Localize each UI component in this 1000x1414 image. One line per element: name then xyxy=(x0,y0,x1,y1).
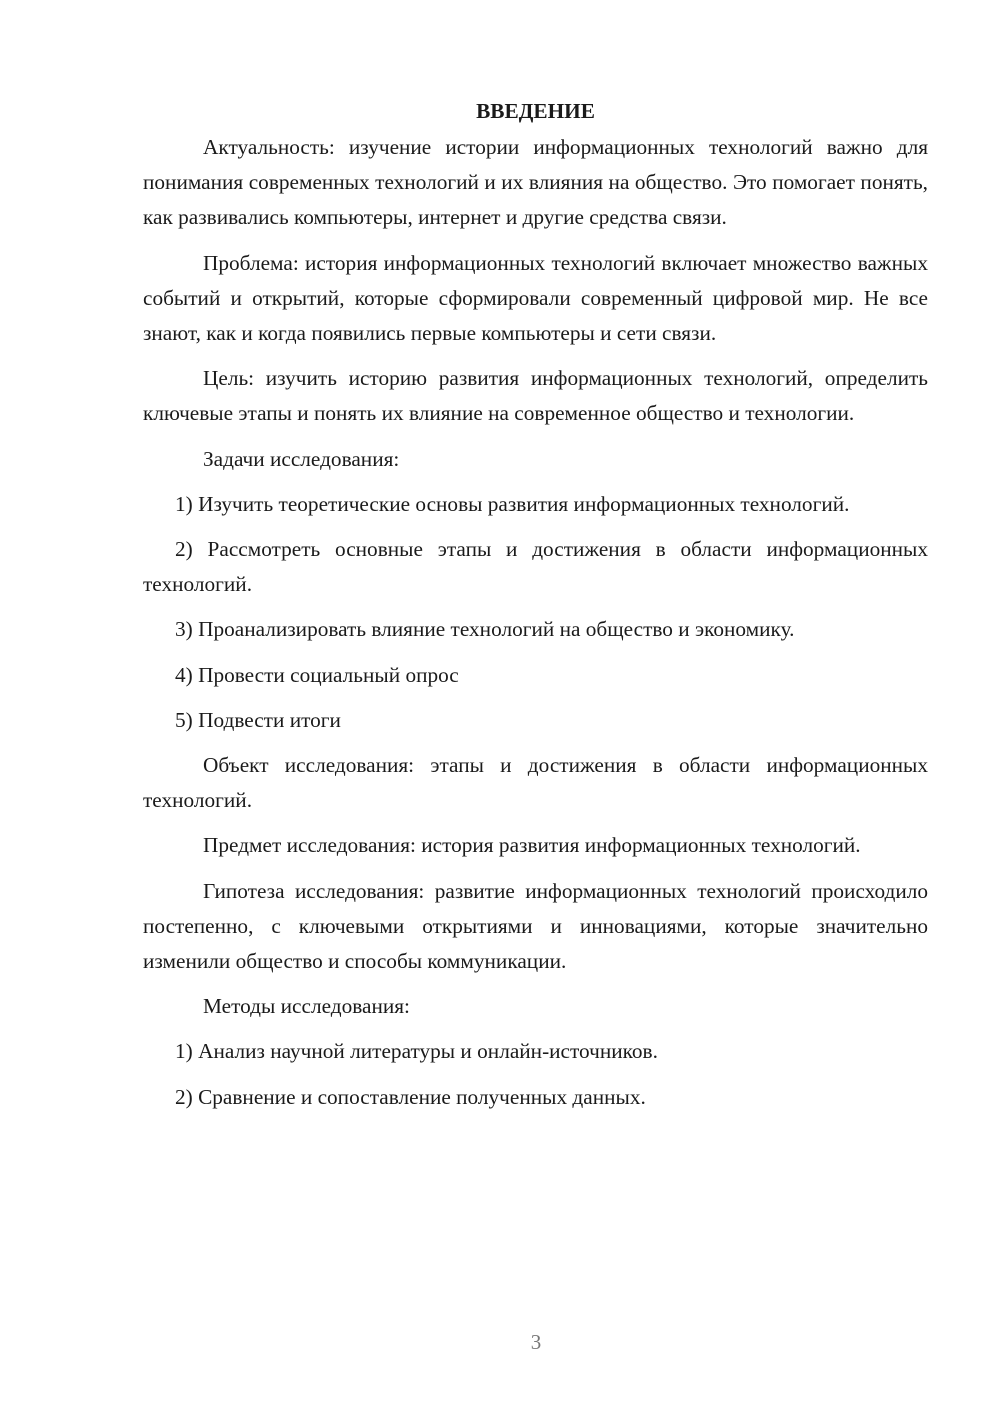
goal-paragraph: Цель: изучить историю развития информационных технологий, определить ключевые этапы и понять их влияние на современное общество и технологии. xyxy=(143,366,928,426)
task-item: 3) Проанализировать влияние технологий на общество и экономику. xyxy=(175,617,795,642)
document-page xyxy=(143,96,928,1125)
methods-label: Методы исследования: xyxy=(203,994,410,1019)
subject-paragraph: Предмет исследования: история развития информационных технологий. xyxy=(203,833,861,858)
object-paragraph: Объект исследования: этапы и достижения в области информационных технологий. xyxy=(143,753,928,813)
hypothesis-paragraph: Гипотеза исследования: развитие информационных технологий происходило постепенно, с ключевыми открытиями и инновациями, которые значительно изменили общество и способы коммуникации. xyxy=(143,878,928,974)
method-item: 2) Сравнение и сопоставление полученных данных. xyxy=(175,1084,646,1109)
page-number: 3 xyxy=(530,1330,542,1354)
section-heading: ВВЕДЕНИЕ xyxy=(476,99,595,123)
problem-paragraph: Проблема: история информационных технологий включает множество важных событий и открытий, которые сформировали современный цифровой мир. Не все знают, как и когда появились первые компьютеры и сети связи. xyxy=(143,250,928,346)
task-item: 5) Подвести итоги xyxy=(175,707,341,732)
method-item: 1) Анализ научной литературы и онлайн-источников. xyxy=(175,1039,658,1064)
task-item: 4) Провести социальный опрос xyxy=(175,662,459,687)
task-item: 1) Изучить теоретические основы развития информационных технологий. xyxy=(175,491,850,516)
tasks-label: Задачи исследования: xyxy=(203,446,400,471)
task-item: 2) Рассмотреть основные этапы и достижения в области информационных технологий. xyxy=(143,537,928,597)
relevance-paragraph: Актуальность: изучение истории информационных технологий важно для понимания современных технологий и их влияния на общество. Это помогает понять, как развивались компьютеры, интернет и другие средства связи. xyxy=(143,135,928,230)
